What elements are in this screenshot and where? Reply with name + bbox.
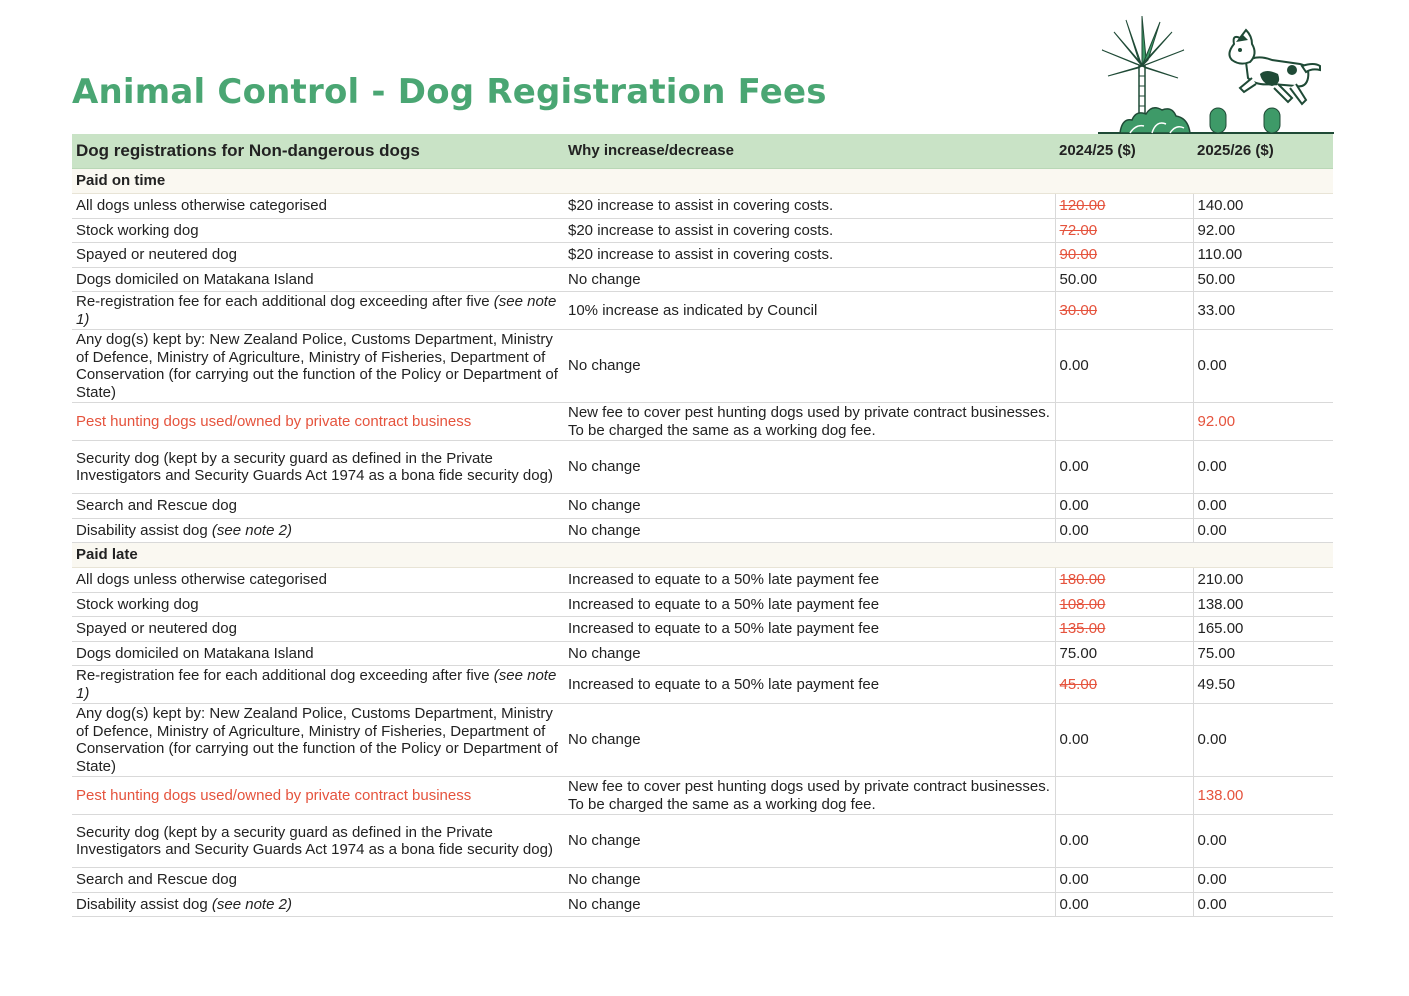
row-why: No change	[564, 441, 1055, 494]
row-fee-2024: 72.00	[1055, 218, 1193, 243]
row-category: Security dog (kept by a security guard as defined in the Private Investigators and Security Guards Act 1974 as a bona fide security dog)	[72, 441, 564, 494]
row-fee-2024: 0.00	[1055, 518, 1193, 543]
table-row	[72, 568, 1333, 593]
row-fee-2025: 0.00	[1193, 330, 1333, 403]
row-why: Increased to equate to a 50% late payment fee	[564, 617, 1055, 642]
row-fee-2024: 0.00	[1055, 704, 1193, 777]
row-category: Any dog(s) kept by: New Zealand Police, Customs Department, Ministry of Defence, Ministry of Agriculture, Ministry of Fisheries, Department of Conservation (for carrying out the function of the Policy or Department of State)	[72, 704, 564, 777]
row-fee-2025: 140.00	[1193, 194, 1333, 219]
row-why: $20 increase to assist in covering costs.	[564, 218, 1055, 243]
header-illustration	[1096, 14, 1336, 136]
row-fee-2025: 210.00	[1193, 568, 1333, 593]
table-row	[72, 218, 1333, 243]
row-why: 10% increase as indicated by Council	[564, 292, 1055, 330]
row-why: No change	[564, 868, 1055, 893]
table-row	[72, 592, 1333, 617]
row-category: Pest hunting dogs used/owned by private contract business	[72, 777, 564, 815]
table-row	[72, 494, 1333, 519]
row-fee-2025: 138.00	[1193, 592, 1333, 617]
row-why: Increased to equate to a 50% late payment fee	[564, 666, 1055, 704]
row-fee-2025: 33.00	[1193, 292, 1333, 330]
row-fee-2025: 0.00	[1193, 892, 1333, 917]
row-fee-2024: 108.00	[1055, 592, 1193, 617]
row-fee-2025: 110.00	[1193, 243, 1333, 268]
dog-jumping-icon	[1229, 30, 1320, 104]
row-category: Dogs domiciled on Matakana Island	[72, 641, 564, 666]
row-fee-2024: 0.00	[1055, 892, 1193, 917]
row-note: (see note 1)	[76, 667, 557, 702]
row-fee-2025: 75.00	[1193, 641, 1333, 666]
table-row	[72, 330, 1333, 403]
page-title: Animal Control - Dog Registration Fees	[72, 72, 827, 112]
row-why: New fee to cover pest hunting dogs used by private contract businesses. To be charged the same as a working dog fee.	[564, 403, 1055, 441]
row-category: Security dog (kept by a security guard as defined in the Private Investigators and Security Guards Act 1974 as a bona fide security dog)	[72, 815, 564, 868]
table-row	[72, 666, 1333, 704]
row-fee-2024: 75.00	[1055, 641, 1193, 666]
row-fee-2024: 30.00	[1055, 292, 1193, 330]
row-why: $20 increase to assist in covering costs.	[564, 243, 1055, 268]
dog-registration-fees-table	[72, 134, 1333, 917]
row-fee-2025: 0.00	[1193, 868, 1333, 893]
row-category: Spayed or neutered dog	[72, 243, 564, 268]
row-category: Search and Rescue dog	[72, 868, 564, 893]
row-category: Re-registration fee for each additional dog exceeding after five (see note 1)	[72, 666, 564, 704]
row-why: No change	[564, 330, 1055, 403]
row-category: Disability assist dog (see note 2)	[72, 892, 564, 917]
row-fee-2024: 0.00	[1055, 330, 1193, 403]
table-row	[72, 868, 1333, 893]
row-fee-2024: 0.00	[1055, 868, 1193, 893]
row-category: All dogs unless otherwise categorised	[72, 194, 564, 219]
row-fee-2024: 120.00	[1055, 194, 1193, 219]
row-why: $20 increase to assist in covering costs.	[564, 194, 1055, 219]
row-fee-2024	[1055, 777, 1193, 815]
header-fee-2024: 2024/25 ($)	[1055, 134, 1193, 169]
table-row	[72, 892, 1333, 917]
row-note: (see note 1)	[76, 293, 557, 328]
post-icon	[1210, 108, 1226, 133]
row-why: No change	[564, 815, 1055, 868]
post-icon	[1264, 108, 1280, 133]
header-why: Why increase/decrease	[564, 134, 1055, 169]
table-row	[72, 403, 1333, 441]
row-fee-2025: 0.00	[1193, 518, 1333, 543]
row-fee-2024: 180.00	[1055, 568, 1193, 593]
row-fee-2024: 0.00	[1055, 441, 1193, 494]
table-row	[72, 815, 1333, 868]
table-row	[72, 292, 1333, 330]
row-fee-2025: 0.00	[1193, 704, 1333, 777]
row-fee-2025: 92.00	[1193, 218, 1333, 243]
row-note: (see note 2)	[211, 895, 292, 913]
bush-icon	[1120, 108, 1190, 133]
section-label: Paid on time	[72, 169, 1333, 194]
row-category: All dogs unless otherwise categorised	[72, 568, 564, 593]
table-row	[72, 518, 1333, 543]
row-category: Any dog(s) kept by: New Zealand Police, Customs Department, Ministry of Defence, Ministry of Agriculture, Ministry of Fisheries, Department of Conservation (for carrying out the function of the Policy or Department of State)	[72, 330, 564, 403]
row-category: Spayed or neutered dog	[72, 617, 564, 642]
row-why: New fee to cover pest hunting dogs used by private contract businesses. To be charged the same as a working dog fee.	[564, 777, 1055, 815]
row-why: No change	[564, 518, 1055, 543]
section-row-paid-late	[72, 543, 1333, 568]
row-fee-2025: 165.00	[1193, 617, 1333, 642]
row-why: No change	[564, 494, 1055, 519]
row-note: (see note 2)	[211, 521, 292, 539]
row-fee-2025: 138.00	[1193, 777, 1333, 815]
row-why: No change	[564, 641, 1055, 666]
row-fee-2025: 0.00	[1193, 815, 1333, 868]
row-category: Disability assist dog (see note 2)	[72, 518, 564, 543]
table-header-row	[72, 134, 1333, 169]
section-label: Paid late	[72, 543, 1333, 568]
row-fee-2024	[1055, 403, 1193, 441]
row-category: Search and Rescue dog	[72, 494, 564, 519]
row-why: Increased to equate to a 50% late payment fee	[564, 568, 1055, 593]
row-fee-2024: 45.00	[1055, 666, 1193, 704]
header-fee-2025: 2025/26 ($)	[1193, 134, 1333, 169]
row-why: Increased to equate to a 50% late payment fee	[564, 592, 1055, 617]
row-fee-2025: 92.00	[1193, 403, 1333, 441]
row-category: Pest hunting dogs used/owned by private contract business	[72, 403, 564, 441]
table-row	[72, 267, 1333, 292]
row-fee-2025: 49.50	[1193, 666, 1333, 704]
table-row	[72, 704, 1333, 777]
row-fee-2024: 50.00	[1055, 267, 1193, 292]
row-why: No change	[564, 267, 1055, 292]
table-row	[72, 617, 1333, 642]
table-row	[72, 777, 1333, 815]
row-why: No change	[564, 892, 1055, 917]
row-category: Dogs domiciled on Matakana Island	[72, 267, 564, 292]
row-fee-2024: 0.00	[1055, 815, 1193, 868]
row-category: Stock working dog	[72, 592, 564, 617]
row-why: No change	[564, 704, 1055, 777]
row-fee-2024: 135.00	[1055, 617, 1193, 642]
header-category: Dog registrations for Non-dangerous dogs	[72, 134, 564, 169]
row-fee-2025: 0.00	[1193, 494, 1333, 519]
row-fee-2024: 90.00	[1055, 243, 1193, 268]
row-fee-2025: 0.00	[1193, 441, 1333, 494]
table-row	[72, 243, 1333, 268]
row-fee-2024: 0.00	[1055, 494, 1193, 519]
row-fee-2025: 50.00	[1193, 267, 1333, 292]
row-category: Re-registration fee for each additional dog exceeding after five (see note 1)	[72, 292, 564, 330]
section-row-paid-on-time	[72, 169, 1333, 194]
table-row	[72, 641, 1333, 666]
table-row	[72, 441, 1333, 494]
row-category: Stock working dog	[72, 218, 564, 243]
table-row	[72, 194, 1333, 219]
